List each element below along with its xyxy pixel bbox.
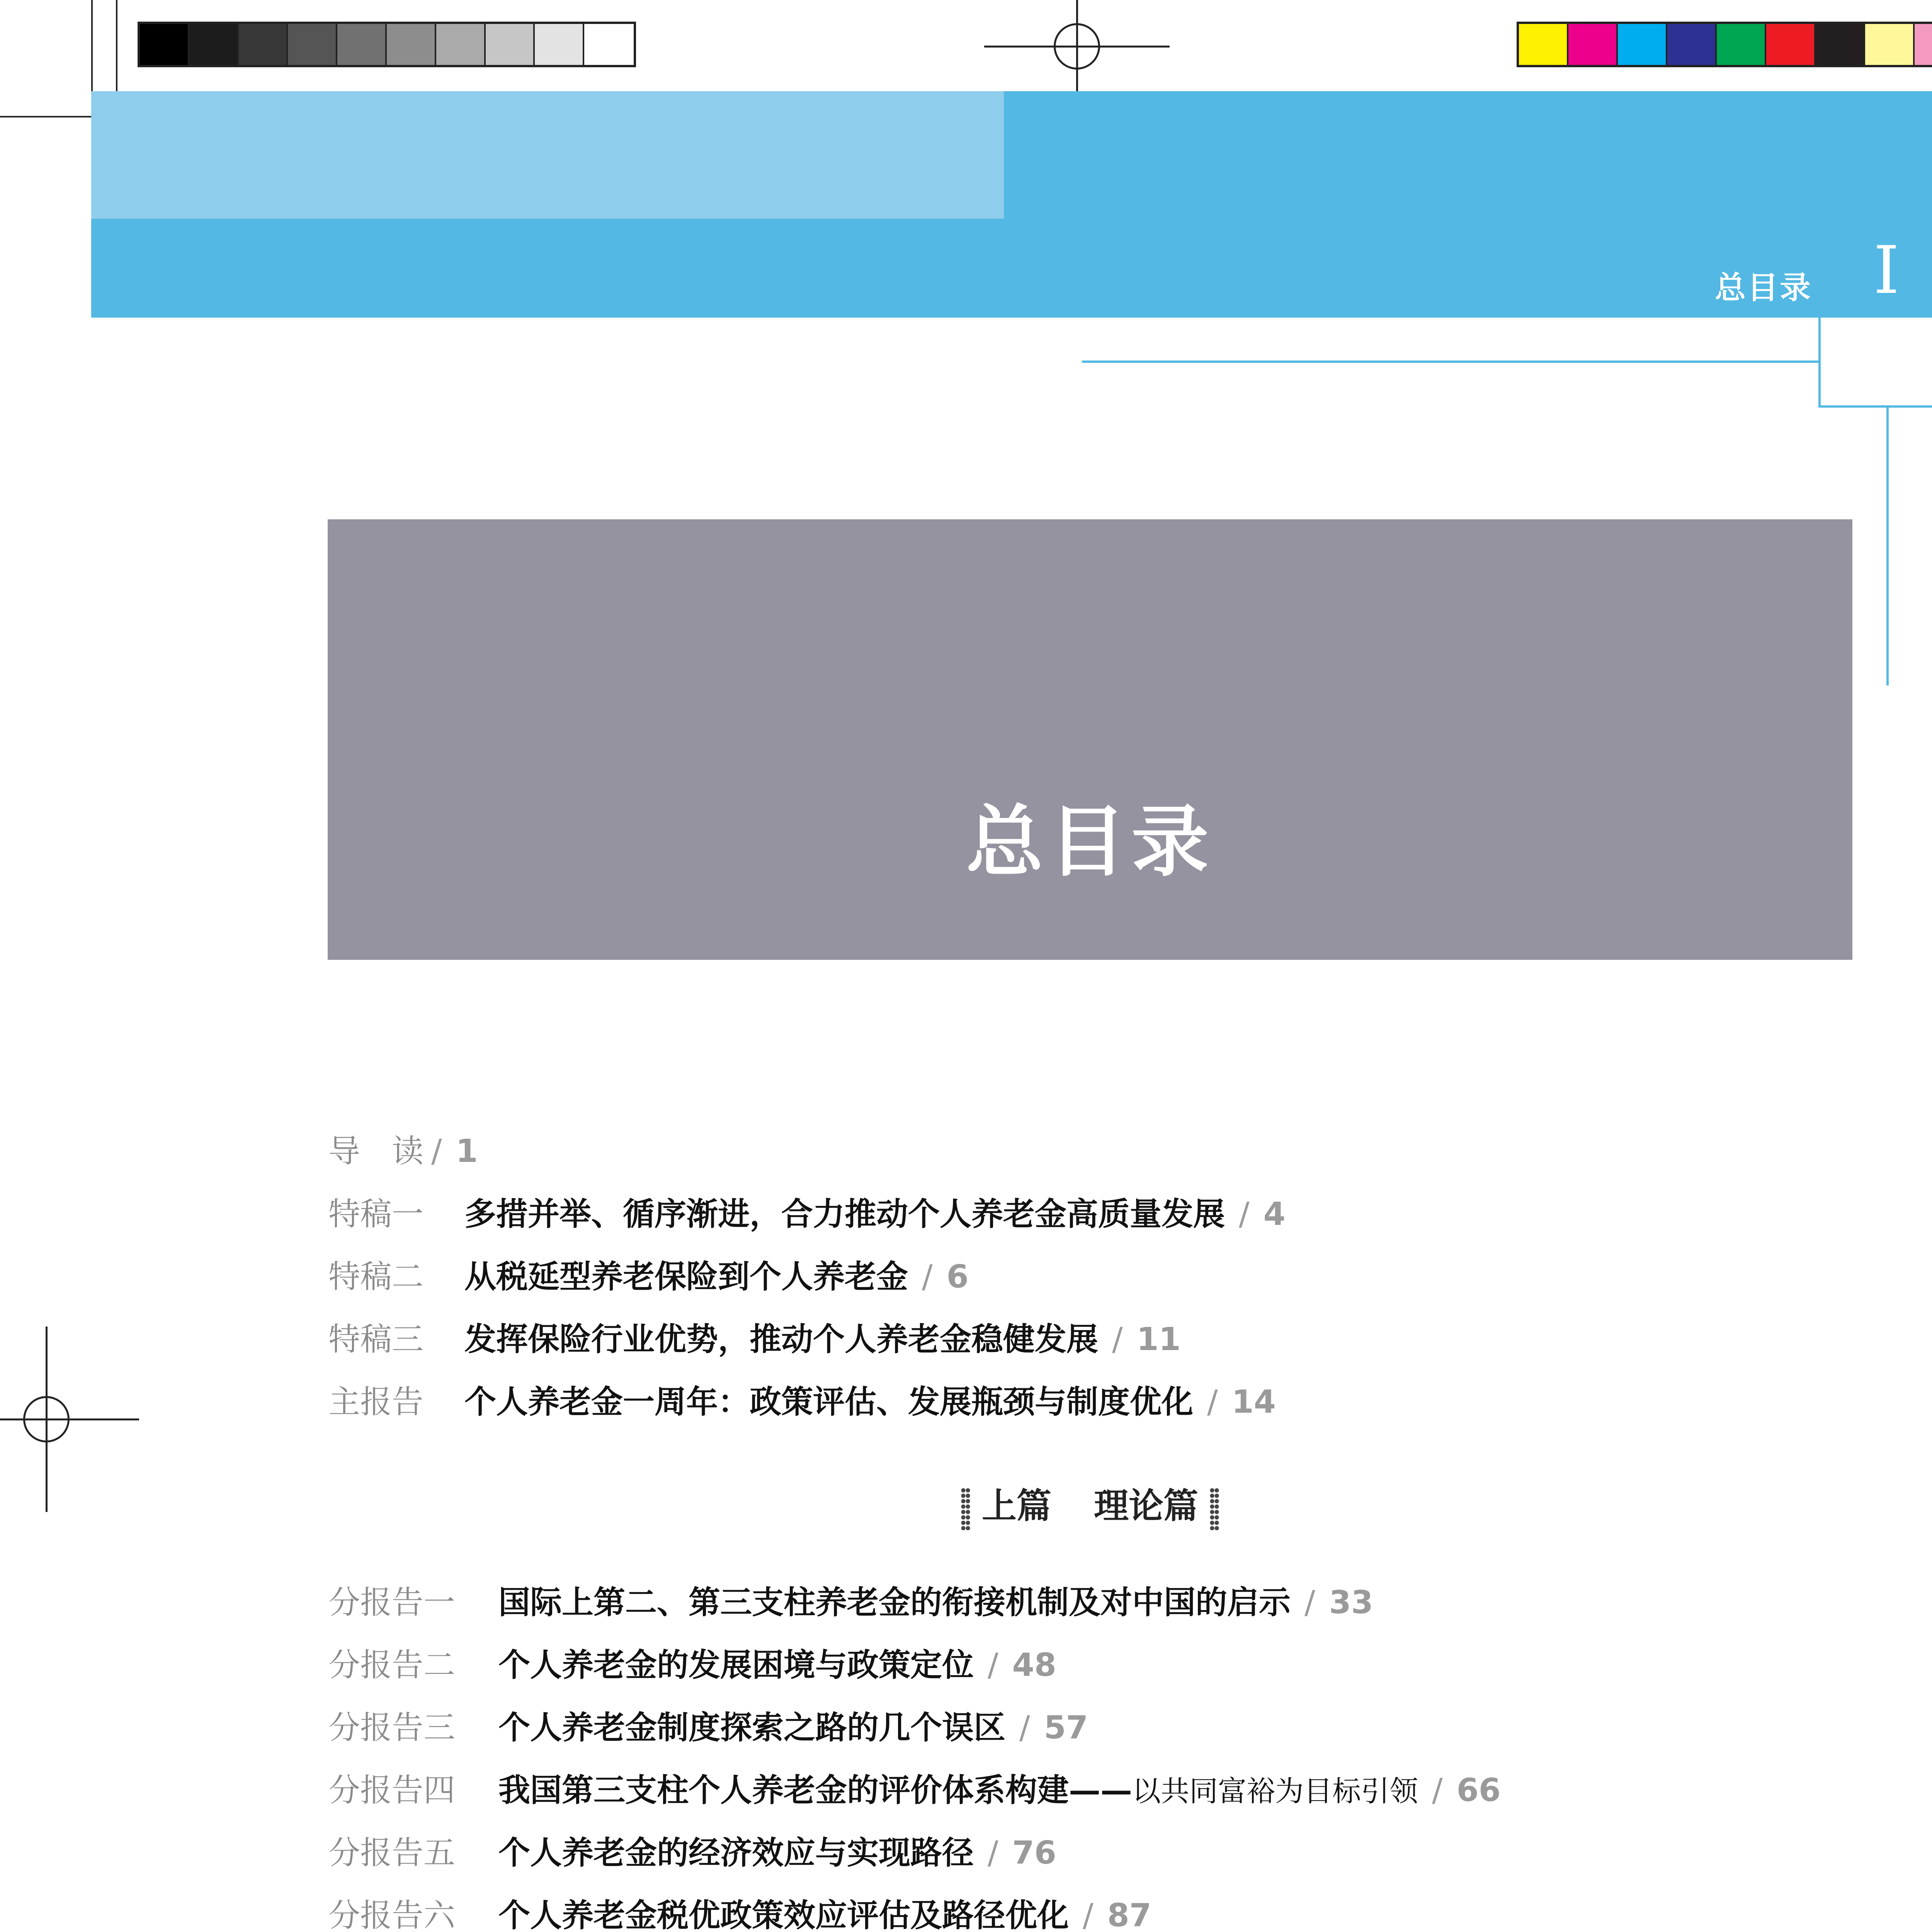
- toc-entry-title: 个人养老金制度探索之路的几个误区: [498, 1709, 1006, 1746]
- grayscale-swatch-bar: [138, 22, 636, 67]
- crop-mark: [91, 0, 93, 91]
- toc-separator: /: [1304, 1584, 1315, 1621]
- color-swatch: [1766, 24, 1816, 65]
- toc-entry-page: 57: [1044, 1709, 1088, 1746]
- color-swatch: [189, 24, 239, 65]
- toc-entry-subtitle: 以共同富裕为目标引领: [1132, 1775, 1418, 1808]
- color-swatch: [436, 24, 486, 65]
- color-swatch: [1519, 24, 1568, 65]
- toc-entry-title: 国际上第二、第三支柱养老金的衔接机制及对中国的启示: [498, 1584, 1291, 1621]
- toc-entry[interactable]: [328, 1577, 1373, 1628]
- toc-entry[interactable]: [328, 1377, 1276, 1427]
- part-heading: [328, 1479, 1852, 1533]
- toc-entry[interactable]: [328, 1126, 478, 1177]
- color-swatch: [1816, 24, 1865, 65]
- toc-entry-label: 分报告一: [328, 1584, 456, 1621]
- color-swatch: [1618, 24, 1667, 65]
- toc-separator: /: [1207, 1384, 1218, 1420]
- color-swatch: [1667, 24, 1717, 65]
- color-swatch: [535, 24, 584, 65]
- toc-entry[interactable]: [328, 1702, 1088, 1753]
- header-rule-horizontal: [1082, 361, 1820, 363]
- toc-entry-page: 48: [1012, 1647, 1056, 1684]
- toc-entry-page: 76: [1012, 1835, 1056, 1871]
- dotted-ornament-icon: [1210, 1488, 1219, 1530]
- header-rule-vertical: [1886, 407, 1889, 685]
- toc-entry-label: 分报告二: [328, 1647, 456, 1684]
- toc-separator: /: [1112, 1321, 1123, 1358]
- toc-entry[interactable]: [328, 1314, 1181, 1364]
- toc-entry-label: 特稿一: [328, 1196, 424, 1233]
- toc-entry-title: 个人养老金的经济效应与实现路径: [498, 1834, 974, 1871]
- color-swatch: [486, 24, 535, 65]
- toc-entry[interactable]: [328, 1640, 1056, 1690]
- toc-entry-title: 个人养老金的发展困境与政策定位: [498, 1646, 974, 1684]
- toc-entry-title: 个人养老金一周年：政策评估、发展瓶颈与制度优化: [464, 1383, 1194, 1420]
- toc-entry[interactable]: [328, 1765, 1501, 1815]
- dotted-ornament-icon: [961, 1488, 970, 1530]
- toc-entry-page: 14: [1231, 1384, 1276, 1420]
- header-band-highlight: [91, 91, 1004, 219]
- toc-entry-label: 分报告六: [328, 1897, 456, 1932]
- crop-mark: [0, 116, 91, 117]
- toc-separator: /: [922, 1259, 933, 1295]
- color-swatch: [1568, 24, 1618, 65]
- toc-entry-label: 主报告: [328, 1384, 424, 1420]
- toc-entry-page: 87: [1107, 1897, 1151, 1932]
- part-subname: 理论篇: [1094, 1485, 1198, 1526]
- color-swatch: [1717, 24, 1766, 65]
- color-swatch: [1915, 24, 1932, 65]
- page-title: 总目录: [966, 797, 1214, 887]
- toc-entry-page: 1: [456, 1133, 478, 1170]
- toc-separator: /: [1432, 1772, 1443, 1809]
- toc-entry-page: 33: [1329, 1584, 1373, 1621]
- color-swatch: [1865, 24, 1915, 65]
- toc-entry[interactable]: [328, 1252, 969, 1302]
- toc-entry-label: 特稿三: [328, 1321, 424, 1358]
- header-section-title: 总目录: [1715, 270, 1812, 306]
- crop-mark: [116, 0, 117, 91]
- registration-mark-left: [0, 1327, 139, 1512]
- toc-entry-title: 我国第三支柱个人养老金的评价体系构建——: [498, 1772, 1133, 1809]
- color-swatch-bar: [1517, 22, 1932, 67]
- toc-entry[interactable]: [328, 1189, 1286, 1239]
- section-roman-numeral: I: [1873, 232, 1900, 309]
- toc-separator: /: [1083, 1897, 1094, 1932]
- toc-separator: /: [988, 1835, 998, 1871]
- toc-separator: /: [431, 1133, 442, 1170]
- title-panel: [328, 519, 1852, 960]
- color-swatch: [337, 24, 387, 65]
- toc-entry-label: 导 读: [328, 1133, 424, 1170]
- toc-entry-label: 特稿二: [328, 1259, 424, 1295]
- toc-separator: /: [1019, 1709, 1030, 1746]
- color-swatch: [584, 24, 634, 65]
- color-swatch: [239, 24, 288, 65]
- color-swatch: [288, 24, 337, 65]
- toc-entry-page: 6: [946, 1259, 969, 1295]
- toc-entry-title: 从税延型养老保险到个人养老金: [464, 1258, 908, 1295]
- toc-entry-title: 多措并举、循序渐进，合力推动个人养老金高质量发展: [464, 1196, 1225, 1233]
- toc-separator: /: [988, 1647, 998, 1684]
- toc-entry-title: 个人养老金税优政策效应评估及路径优化: [498, 1897, 1069, 1932]
- toc-entry-label: 分报告三: [328, 1709, 456, 1746]
- toc-entry-label: 分报告四: [328, 1772, 456, 1809]
- toc-entry-title: 发挥保险行业优势，推动个人养老金稳健发展: [464, 1321, 1099, 1358]
- toc-entry-page: 11: [1136, 1321, 1181, 1358]
- toc-entry-page: 66: [1456, 1772, 1501, 1809]
- color-swatch: [140, 24, 189, 65]
- toc-entry[interactable]: [328, 1828, 1056, 1878]
- toc-separator: /: [1239, 1196, 1250, 1233]
- toc-entry[interactable]: [328, 1890, 1151, 1932]
- color-swatch: [387, 24, 436, 65]
- toc-entry-page: 4: [1263, 1196, 1286, 1233]
- part-name: 上篇: [982, 1485, 1051, 1526]
- toc-entry-label: 分报告五: [328, 1835, 456, 1871]
